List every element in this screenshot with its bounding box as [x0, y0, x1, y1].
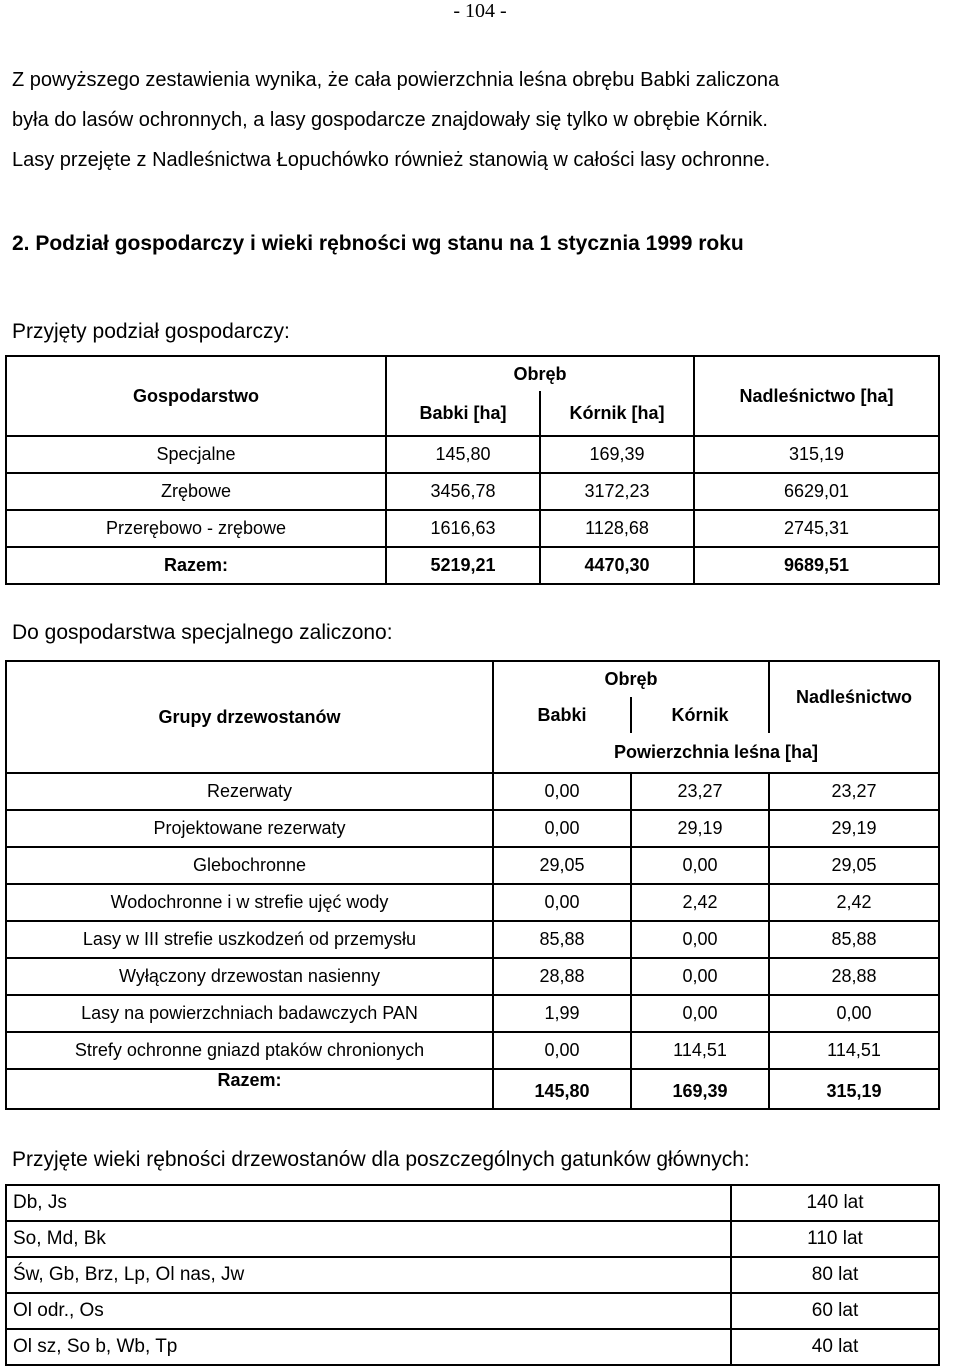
row-kornik: 0,00	[631, 847, 769, 884]
row-kornik: 0,00	[631, 995, 769, 1032]
row-name: Wyłączony drzewostan nasienny	[6, 958, 493, 995]
table-row	[6, 1257, 939, 1293]
row-kornik: 0,00	[631, 958, 769, 995]
intro-line: była do lasów ochronnych, a lasy gospodarcze znajdowały się tylko w obrębie Kórnik.	[12, 109, 768, 131]
col-header-obreb: Obręb	[493, 661, 769, 697]
row-name: Lasy na powierzchniach badawczych PAN	[6, 995, 493, 1032]
col-header-kornik: Kórnik	[631, 697, 769, 733]
total-nadl: 9689,51	[694, 547, 939, 584]
table-row	[6, 436, 939, 473]
table-row	[6, 958, 939, 995]
row-name: Glebochronne	[6, 847, 493, 884]
page-number: - 104 -	[453, 0, 507, 22]
table1-label: Przyjęty podział gospodarczy:	[12, 320, 290, 343]
row-nadl: 2745,31	[694, 510, 939, 547]
table-row	[6, 921, 939, 958]
age-cell: 110 lat	[731, 1221, 939, 1257]
row-nadl: 2,42	[769, 884, 939, 921]
row-nadl: 23,27	[769, 773, 939, 810]
row-babki: 145,80	[386, 436, 540, 473]
row-babki: 85,88	[493, 921, 631, 958]
total-babki: 5219,21	[386, 547, 540, 584]
row-babki: 0,00	[493, 1032, 631, 1069]
species-cell: Św, Gb, Brz, Lp, Ol nas, Jw	[6, 1257, 731, 1293]
row-name: Strefy ochronne gniazd ptaków chronionych	[6, 1032, 493, 1069]
row-name: Rezerwaty	[6, 773, 493, 810]
total-kornik: 169,39	[631, 1069, 769, 1109]
row-name: Projektowane rezerwaty	[6, 810, 493, 847]
table-row	[6, 847, 939, 884]
row-name: Specjalne	[6, 436, 386, 473]
species-cell: So, Md, Bk	[6, 1221, 731, 1257]
col-header-babki: Babki [ha]	[386, 391, 540, 436]
table2-label: Do gospodarstwa specjalnego zaliczono:	[12, 621, 393, 644]
row-kornik: 3172,23	[540, 473, 694, 510]
cutting-age-table	[5, 1184, 940, 1366]
table-row	[6, 1329, 939, 1365]
col-header-nadlesnictwo: Nadleśnictwo	[769, 661, 939, 733]
species-cell: Ol odr., Os	[6, 1293, 731, 1329]
age-cell: 80 lat	[731, 1257, 939, 1293]
intro-paragraph	[12, 60, 952, 180]
table-row	[6, 1032, 939, 1069]
table3-label: Przyjęte wieki rębności drzewostanów dla poszczególnych gatunków głównych:	[12, 1148, 750, 1171]
row-name: Wodochronne i w strefie ujęć wody	[6, 884, 493, 921]
table-row	[6, 995, 939, 1032]
total-babki: 145,80	[493, 1069, 631, 1109]
total-kornik: 4470,30	[540, 547, 694, 584]
row-name: Przerębowo - zrębowe	[6, 510, 386, 547]
total-name: Razem:	[6, 1069, 493, 1109]
intro-line: Z powyższego zestawienia wynika, że cała powierzchnia leśna obrębu Babki zaliczona	[12, 69, 780, 91]
management-division-table	[5, 355, 940, 585]
col-header-gospodarstwo: Gospodarstwo	[6, 356, 386, 436]
row-nadl: 28,88	[769, 958, 939, 995]
row-kornik: 2,42	[631, 884, 769, 921]
row-babki: 3456,78	[386, 473, 540, 510]
row-babki: 29,05	[493, 847, 631, 884]
col-header-nadlesnictwo: Nadleśnictwo [ha]	[694, 356, 939, 436]
col-header-powierzchnia: Powierzchnia leśna [ha]	[493, 733, 939, 773]
intro-line: Lasy przejęte z Nadleśnictwa Łopuchówko również stanowią w całości lasy ochronne.	[12, 149, 771, 171]
species-cell: Db, Js	[6, 1185, 731, 1221]
row-nadl: 85,88	[769, 921, 939, 958]
row-kornik: 0,00	[631, 921, 769, 958]
table-row	[6, 1221, 939, 1257]
row-babki: 1,99	[493, 995, 631, 1032]
row-nadl: 114,51	[769, 1032, 939, 1069]
row-nadl: 6629,01	[694, 473, 939, 510]
age-cell: 140 lat	[731, 1185, 939, 1221]
row-nadl: 315,19	[694, 436, 939, 473]
table-row	[6, 1293, 939, 1329]
row-name: Zrębowe	[6, 473, 386, 510]
row-babki: 0,00	[493, 773, 631, 810]
total-row	[6, 547, 939, 584]
species-cell: Ol sz, So b, Wb, Tp	[6, 1329, 731, 1365]
row-kornik: 1128,68	[540, 510, 694, 547]
age-cell: 40 lat	[731, 1329, 939, 1365]
table-row	[6, 810, 939, 847]
row-babki: 0,00	[493, 810, 631, 847]
col-header-kornik: Kórnik [ha]	[540, 391, 694, 436]
table-row	[6, 473, 939, 510]
table-row	[6, 773, 939, 810]
row-kornik: 23,27	[631, 773, 769, 810]
table-row	[6, 884, 939, 921]
row-nadl: 0,00	[769, 995, 939, 1032]
total-row	[6, 1069, 939, 1109]
row-babki: 1616,63	[386, 510, 540, 547]
row-babki: 28,88	[493, 958, 631, 995]
col-header-grupy: Grupy drzewostanów	[6, 661, 493, 773]
row-nadl: 29,19	[769, 810, 939, 847]
row-kornik: 114,51	[631, 1032, 769, 1069]
table-row	[6, 510, 939, 547]
row-babki: 0,00	[493, 884, 631, 921]
row-nadl: 29,05	[769, 847, 939, 884]
age-cell: 60 lat	[731, 1293, 939, 1329]
total-nadl: 315,19	[769, 1069, 939, 1109]
col-header-babki: Babki	[493, 697, 631, 733]
row-kornik: 29,19	[631, 810, 769, 847]
section-heading: 2. Podział gospodarczy i wieki rębności wg stanu na 1 stycznia 1999 roku	[12, 232, 744, 255]
row-kornik: 169,39	[540, 436, 694, 473]
row-name: Lasy w III strefie uszkodzeń od przemysłu	[6, 921, 493, 958]
col-header-obreb: Obręb	[386, 356, 694, 391]
total-name: Razem:	[6, 547, 386, 584]
special-forest-groups-table	[5, 660, 940, 1110]
table-row	[6, 1185, 939, 1221]
